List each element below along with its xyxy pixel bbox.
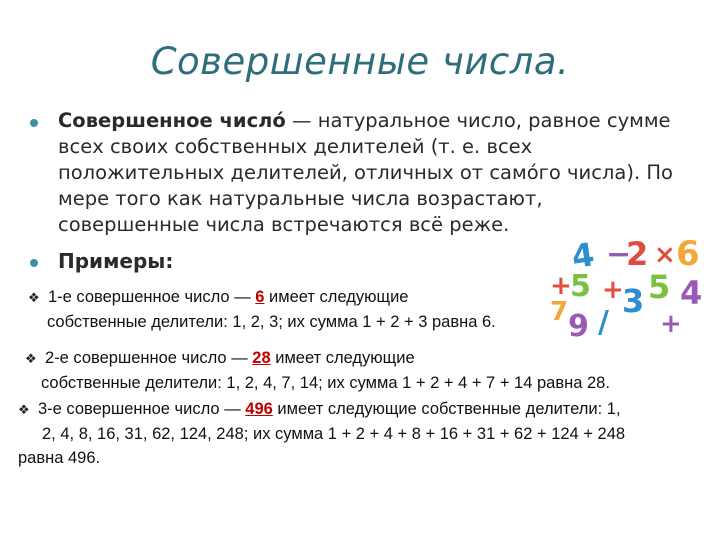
example-3-continuation: 2, 4, 8, 16, 31, 62, 124, 248; их сумма 1 + 2 + 4 + 8 + 16 + 31 + 62 + 124 + 248 [42,425,626,443]
colorful-numbers-illustration [540,232,710,342]
diamond-bullet-icon: ❖ [28,290,40,305]
number-glyph-9: 9 [568,309,589,342]
number-glyph-2: 2 [626,235,649,273]
example-1-suffix: имеет следующие [264,288,409,306]
times-glyph: × [654,240,676,270]
plus-glyph: + [660,309,682,339]
number-glyph-4: 4 [680,274,703,312]
example-3-continuation-2: равна 496. [18,449,101,467]
perfect-number-496: 496 [245,400,273,418]
example-2-suffix: имеет следующие [270,349,415,367]
example-3 [18,397,702,470]
perfect-number-28: 28 [252,349,271,367]
example-1-continuation: собственные делители: 1, 2, 3; их сумма 1 + 2 + 3 равна 6. [47,313,496,331]
example-3-suffix: имеет следующие собственные делители: 1, [272,400,621,418]
number-glyph-6: 6 [676,234,700,274]
example-2-prefix: 2-е совершенное число — [45,349,253,367]
example-2-line [25,346,705,371]
plus-glyph: + [550,271,572,301]
number-glyph-4: 4 [569,235,597,276]
definition-term: Совершенное число́ [58,109,286,132]
example-1 [28,285,548,334]
bullet-dot-icon [30,259,38,267]
example-1-prefix: 1-е совершенное число — [48,288,256,306]
bullet-definition [30,108,680,238]
slide-title: Совершенные числа. [150,40,570,83]
number-glyph-5: 5 [648,268,671,306]
examples-heading: Примеры: [58,249,174,273]
example-2-continuation: собственные делители: 1, 2, 4, 7, 14; их сумма 1 + 2 + 4 + 7 + 14 равна 28. [41,374,610,392]
number-glyph-5: 5 [570,269,591,304]
diamond-bullet-icon: ❖ [18,402,30,417]
number-glyph-7: 7 [550,297,569,327]
number-glyph-3: 3 [622,282,645,320]
minus-glyph: − [606,237,632,272]
diamond-bullet-icon: ❖ [25,351,37,366]
plus-glyph: + [602,275,624,305]
example-3-prefix: 3-е совершенное число — [38,400,246,418]
example-1-line [28,285,548,310]
slash-glyph: / [598,305,609,340]
bullet-dot-icon [30,119,38,127]
example-2 [25,346,705,395]
definition-text: — натуральное число, равное сумме всех своих собственных делителей (т. е. всех положительных делителей, отличных от само́го числа). По мере того как натуральные числа возрастают, совершенные числа встречаются всё реже. [58,109,673,236]
example-3-line [18,397,702,422]
perfect-number-6: 6 [255,288,265,306]
